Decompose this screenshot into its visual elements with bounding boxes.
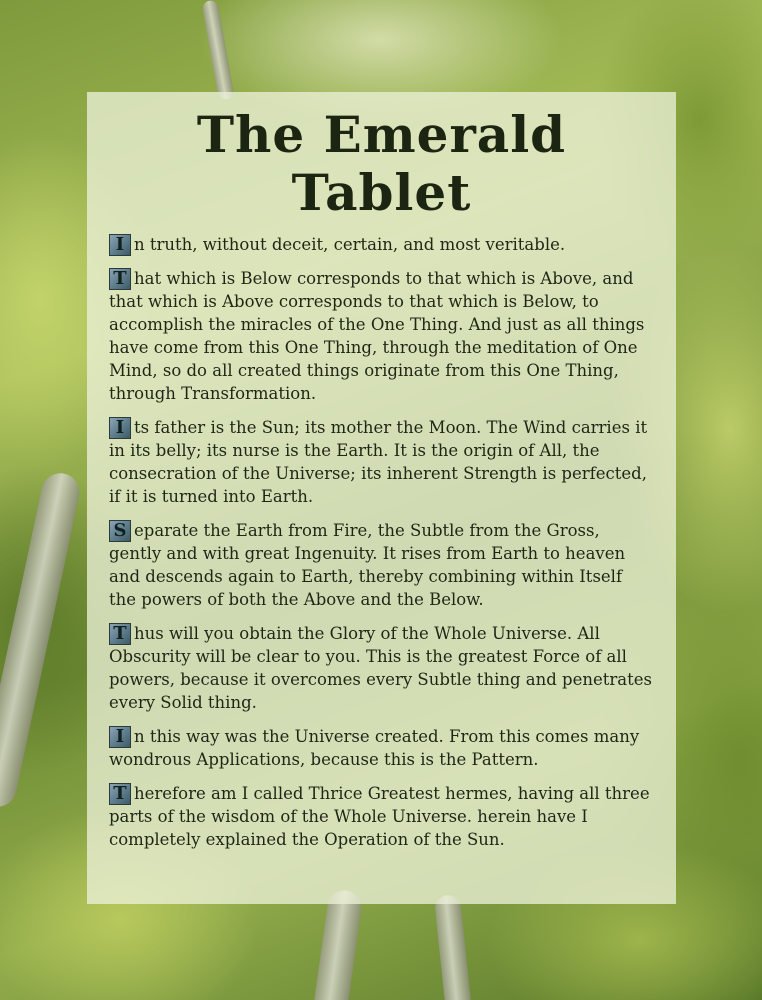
paragraph-body: ts father is the Sun; its mother the Moon. The Wind carries it in its belly; its nurse is the Earth. It is the origin of All, the consecration of the Universe; its inherent Strength is perfected, if it is turned into Earth. [109, 418, 648, 506]
illuminated-initial: T [109, 783, 131, 805]
paragraph-7 [109, 782, 654, 851]
birch-trunk-bottom [310, 888, 363, 1000]
paragraph-body: hus will you obtain the Glory of the Whole Universe. All Obscurity will be clear to you. This is the greatest Force of all powers, because it overcomes every Subtle thing and penetrates every Solid thing. [109, 624, 652, 712]
illuminated-initial: I [109, 417, 131, 439]
paragraph-3 [109, 416, 654, 508]
page-title: The Emerald Tablet [196, 105, 567, 222]
illuminated-initial: I [109, 234, 131, 256]
illuminated-initial: S [109, 520, 131, 542]
paragraph-text [109, 622, 654, 714]
paragraph-body: herefore am I called Thrice Greatest hermes, having all three parts of the wisdom of the Whole Universe. herein have I completely explained the Operation of the Sun. [109, 784, 650, 849]
illuminated-initial: T [109, 268, 131, 290]
birch-branch-top [201, 0, 234, 101]
paragraph-text [109, 416, 654, 508]
paragraph-text [109, 267, 654, 405]
paragraph-text [109, 725, 654, 771]
paragraph-2 [109, 267, 654, 405]
paragraph-body: hat which is Below corresponds to that which is Above, and that which is Above corresponds to that which is Below, to accomplish the miracles of the One Thing. And just as all things have come from this One Thing, through the meditation of One Mind, so do all created things originate from this One Thing, through Transformation. [109, 269, 645, 403]
paragraph-5 [109, 622, 654, 714]
paragraph-body: eparate the Earth from Fire, the Subtle from the Gross, gently and with great Ingenuity. It rises from Earth to heaven and descends again to Earth, thereby combining within Itself the powers of both the Above and the Below. [109, 521, 626, 609]
paragraph-text [109, 782, 654, 851]
illuminated-initial: T [109, 623, 131, 645]
tablet-text-panel [87, 92, 676, 904]
paragraph-6 [109, 725, 654, 771]
paragraph-text [109, 233, 565, 256]
paragraph-1 [109, 233, 654, 256]
illuminated-initial: I [109, 726, 131, 748]
birch-trunk-bottom-right [434, 894, 472, 1000]
birch-trunk-left [0, 470, 83, 810]
paragraph-4 [109, 519, 654, 611]
paragraph-body: n truth, without deceit, certain, and most veritable. [134, 235, 566, 254]
paragraph-text [109, 519, 654, 611]
paragraph-body: n this way was the Universe created. From this comes many wondrous Applications, because this is the Pattern. [109, 727, 640, 769]
